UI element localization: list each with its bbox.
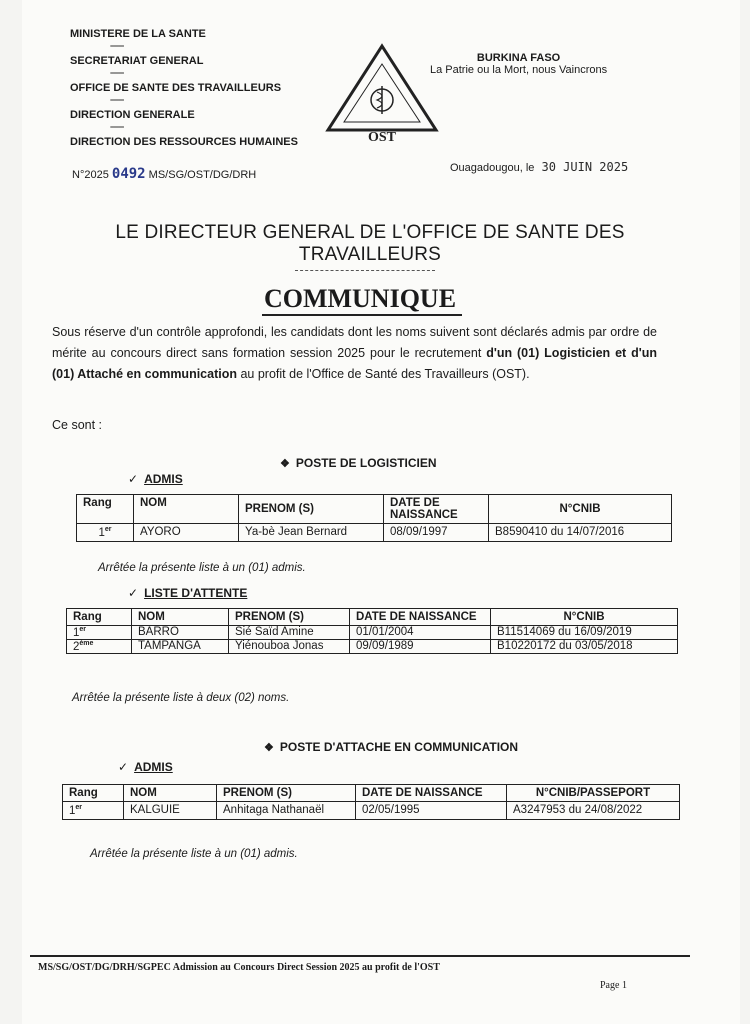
divider bbox=[295, 270, 435, 271]
ref-number-handwritten: 0492 bbox=[111, 166, 146, 182]
intro-paragraph bbox=[52, 322, 657, 385]
post1-attente-table bbox=[66, 608, 678, 654]
diamond-bullet-icon: ❖ bbox=[280, 458, 290, 470]
post1-admis-table bbox=[76, 494, 672, 542]
page-number: Page 1 bbox=[600, 980, 627, 991]
table-row: 1er BARRO Sié Saïd Amine 01/01/2004 B11514069 du 16/09/2019 bbox=[67, 626, 678, 640]
director-title: LE DIRECTEUR GENERAL DE L'OFFICE DE SANTE DES TRAVAILLEURS bbox=[115, 222, 625, 265]
checkmark-icon: ✓ bbox=[128, 586, 139, 600]
separator: -------- bbox=[110, 122, 124, 131]
diamond-bullet-icon: ❖ bbox=[264, 742, 274, 754]
separator: -------- bbox=[110, 68, 124, 77]
post1-admis-note: Arrêtée la présente liste à un (01) admis. bbox=[98, 562, 306, 574]
motto: La Patrie ou la Mort, nous Vaincrons bbox=[430, 64, 608, 76]
post2-note: Arrêtée la présente liste à un (01) admis. bbox=[90, 848, 298, 860]
drh-line: DIRECTION DES RESSOURCES HUMAINES bbox=[70, 136, 298, 148]
title-underline bbox=[262, 314, 462, 316]
table-header-row: Rang NOM PRENOM (S) DATE DE NAISSANCE N°CNIB bbox=[77, 495, 672, 524]
logo-abbr: OST bbox=[367, 130, 397, 142]
post2-admis-table bbox=[62, 784, 680, 820]
office-line: OFFICE DE SANTE DES TRAVAILLEURS bbox=[70, 82, 282, 94]
checkmark-icon: ✓ bbox=[118, 760, 129, 774]
place: Ouagadougou, le bbox=[450, 162, 535, 174]
intro-text-2: au profit de l'Office de Santé des Travailleurs (OST). bbox=[237, 367, 530, 381]
ce-sont: Ce sont : bbox=[52, 418, 103, 432]
header-right-block bbox=[430, 52, 607, 76]
separator: -------- bbox=[110, 95, 124, 104]
ministry-line: MINISTERE DE LA SANTE bbox=[70, 28, 206, 40]
separator: -------- bbox=[110, 41, 124, 50]
post2-title: ❖ POSTE D'ATTACHE EN COMMUNICATION bbox=[264, 740, 519, 754]
intro-bold: d'un (01) Logisticien et d'un (01) Attaché en communication bbox=[52, 346, 657, 381]
post1-title: ❖ POSTE DE LOGISTICIEN bbox=[280, 456, 437, 470]
ost-logo bbox=[322, 42, 442, 142]
reference-number bbox=[72, 166, 256, 182]
post2-admis-label: ✓ ADMIS bbox=[118, 760, 173, 774]
ref-suffix: MS/SG/OST/DG/DRH bbox=[148, 169, 257, 181]
post1-admis-label: ✓ ADMIS bbox=[128, 472, 183, 486]
intro-text-1: Sous réserve d'un contrôle approfondi, les candidats dont les noms suivent sont déclarés admis par ordre de mérite au concours direct sans formation session 2025 pour le recrutement bbox=[52, 325, 657, 360]
country-name: BURKINA FASO bbox=[476, 52, 561, 64]
table-row: 2ème TAMPANGA Yiénouboa Jonas 09/09/1989 B10220172 du 03/05/2018 bbox=[67, 639, 678, 653]
header-left-block bbox=[70, 28, 298, 161]
ref-prefix: N°2025 bbox=[72, 169, 109, 181]
document-title: COMMUNIQUE bbox=[263, 284, 457, 313]
date-stamp: 30 JUIN 2025 bbox=[541, 160, 629, 174]
secretariat-line: SECRETARIAT GENERAL bbox=[70, 55, 204, 67]
checkmark-icon: ✓ bbox=[128, 472, 139, 486]
place-date bbox=[450, 160, 628, 174]
footer-divider bbox=[30, 955, 690, 957]
table-row: 1er KALGUIE Anhitaga Nathanaël 02/05/1995 A3247953 du 24/08/2022 bbox=[63, 802, 680, 820]
post1-attente-label: ✓ LISTE D'ATTENTE bbox=[128, 586, 248, 600]
post1-attente-note: Arrêtée la présente liste à deux (02) noms. bbox=[72, 692, 290, 704]
direction-generale-line: DIRECTION GENERALE bbox=[70, 109, 195, 121]
footer-reference: MS/SG/OST/DG/DRH/SGPEC Admission au Concours Direct Session 2025 au profit de l'OST bbox=[38, 962, 440, 973]
table-header-row: Rang NOM PRENOM (S) DATE DE NAISSANCE N°CNIB/PASSEPORT bbox=[63, 785, 680, 802]
table-header-row: Rang NOM PRENOM (S) DATE DE NAISSANCE N°CNIB bbox=[67, 609, 678, 626]
table-row: 1er AYORO Ya-bè Jean Bernard 08/09/1997 B8590410 du 14/07/2016 bbox=[77, 524, 672, 542]
